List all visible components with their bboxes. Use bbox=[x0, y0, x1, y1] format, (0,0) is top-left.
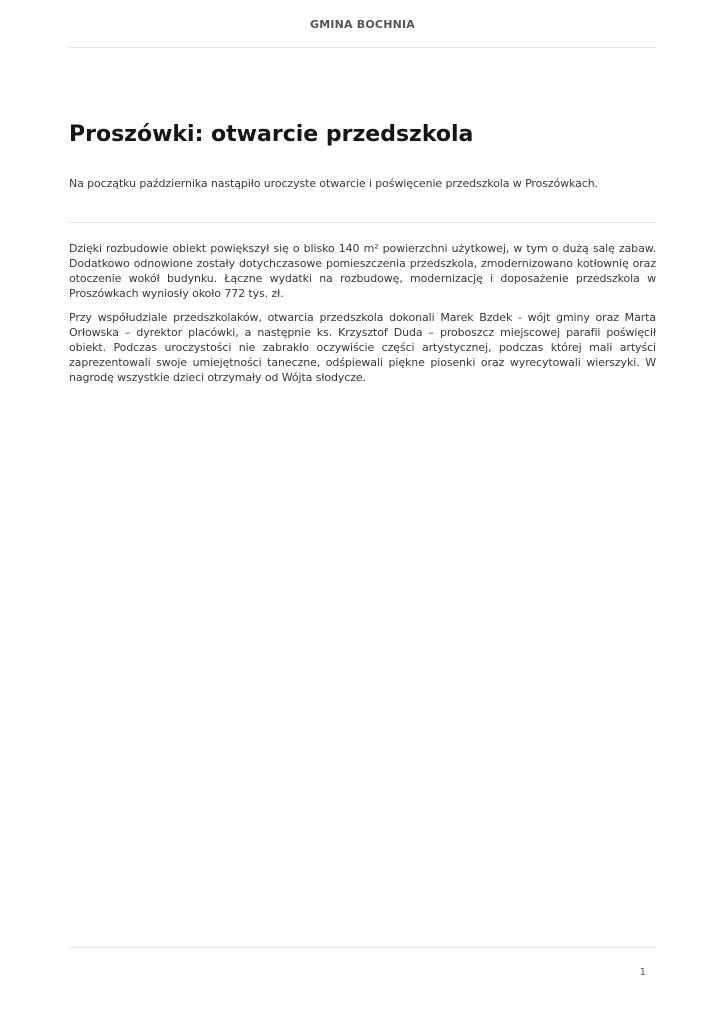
site-header: GMINA BOCHNIA bbox=[309, 18, 416, 31]
article-body bbox=[69, 241, 656, 394]
article-title: Proszówki: otwarcie przedszkola bbox=[69, 122, 474, 147]
article-paragraph: Dzięki rozbudowie obiekt powiększył się o blisko 140 m² powierzchni użytkowej, w tym o dużą salę zabaw. Dodatkowo odnowione zostały dotychczasowe pomieszczenia przedszkola, zmodernizowano kotłownię oraz otoczenie wokół budynku. Łączne wydatki na rozbudowę, modernizację i doposażenie przedszkola w Proszówkach wyniosły około 772 tys. zł. bbox=[69, 242, 656, 300]
article-paragraph: Przy współudziale przedszkolaków, otwarcia przedszkola dokonali Marek Bzdek - wójt gminy oraz Marta Orłowska – dyrektor placówki, a następnie ks. Krzysztof Duda – proboszcz miejscowej parafii poświęcił obiekt. Podczas uroczystości nie zabrakło oczywiście części artystycznej, podczas której mali artyści zaprezentowali swoje umiejętności taneczne, odśpiewali piękne piosenki oraz wyrecytowali wierszyki. W nagrodę wszystkie dzieci otrzymały od Wójta słodycze. bbox=[69, 311, 656, 384]
lead-divider bbox=[69, 222, 656, 223]
article-lead: Na początku października nastąpiło uroczyste otwarcie i poświęcenie przedszkola w Proszówkach. bbox=[69, 177, 599, 190]
footer-divider bbox=[69, 947, 656, 948]
header-divider bbox=[69, 47, 656, 48]
page-number: 1 bbox=[639, 967, 646, 978]
